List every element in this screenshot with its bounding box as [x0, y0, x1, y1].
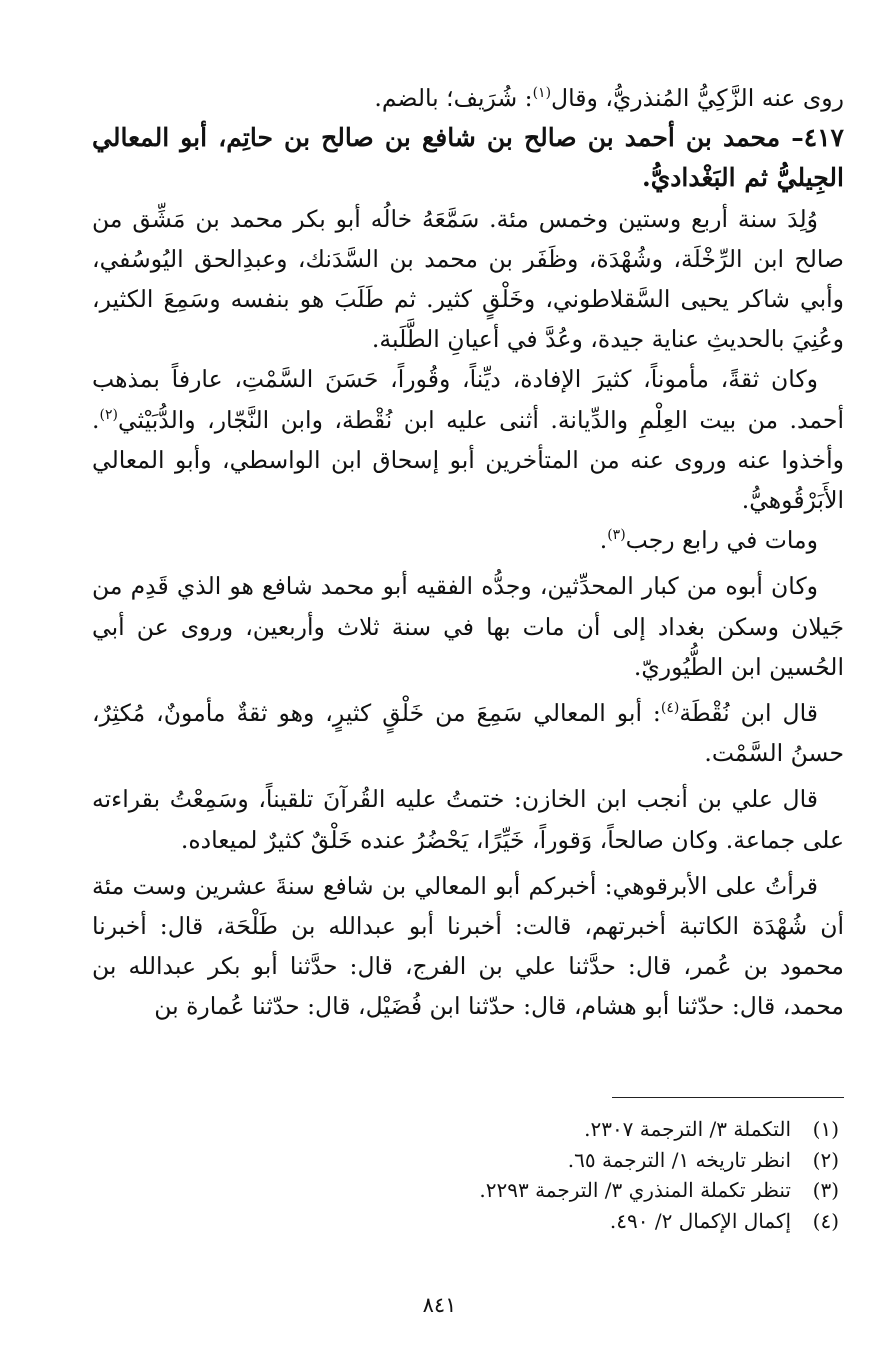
paragraph: [92, 78, 844, 118]
text-run: وكان أبوه من كبار المحدِّثين، وجدُّه الفقيه أبو محمد شافع هو الذي قَدِم من جَيلان وسكن بغداد إلى أن مات بها في سنة ثلاث وأربعين، وروى عن أبي الحُسين ابن الطُّيُوريّ.: [92, 572, 844, 681]
text-run: ٤١٧– محمد بن أحمد بن صالح بن شافع بن صالح بن حاتِم، أبو المعالي الجِيليُّ ثم البَغْداديُّ.: [92, 123, 844, 193]
footnote-text: التكملة ٣/ الترجمة ٢٣٠٧.: [584, 1117, 791, 1141]
text-run: قرأتُ على الأبرقوهي: أخبركم أبو المعالي بن شافع سنةَ عشرين وست مئة أن شُهْدَة الكاتبة أخبرتهم، قالت: أخبرنا أبو عبدالله بن طَلْحَة، قال: أخبرنا محمود بن عُمر، قال: حدَّثنا علي بن الفرج، قال: حدَّثنا أبو بكر عبدالله بن محمد، قال: حدّثنا أبو هشام، قال: حدّثنا ابن فُضَيْل، قال: حدّثنا عُمارة بن: [92, 871, 844, 1021]
text-run: : شُرَيف؛ بالضم.: [374, 84, 533, 112]
text-run: : أبو المعالي سَمِعَ من خَلْقٍ كثيرٍ، وهو ثقةٌ مأمونٌ، مُكثِرٌ، حسنُ السَّمْت.: [92, 699, 844, 768]
footnote-number: (٢): [812, 1147, 839, 1172]
main-text: [92, 78, 844, 1027]
text-run: ومات في رابع رجب: [625, 526, 818, 555]
text-run: وكان ثقةً، مأموناً، كثيرَ الإفادة، ديِّناً، وقُوراً، حَسَنَ السَّمْتِ، عارفاً بمذهب أحمد. من بيت العِلْمِ والدِّيانة. أثنى عليه ابن نُقْطة، وابن النَّجّار، والدُّبَيْثي: [92, 365, 844, 434]
footnote-marker: (٢): [99, 406, 118, 423]
text-run: روى عنه الزَّكِيُّ المُنذريُّ، وقال: [551, 84, 844, 112]
text-run: .: [599, 526, 608, 555]
text-run: قال ابن نُقْطَة: [679, 699, 818, 728]
page-number: ٨٤١: [422, 1293, 457, 1317]
footnote-text: إكمال الإكمال ٢/ ٤٩٠.: [609, 1208, 791, 1233]
paragraph: [92, 199, 844, 360]
footnote: [87, 1206, 839, 1237]
footnote-separator: [612, 1097, 844, 1098]
footnotes: [87, 1114, 839, 1236]
footnote-marker: (٣): [607, 527, 626, 544]
footnote-marker: (٤): [660, 700, 680, 717]
footnote: [87, 1145, 839, 1176]
footnote-number: (٤): [812, 1208, 839, 1233]
paragraph: [92, 866, 844, 1027]
text-run: قال علي بن أنجب ابن الخازن: ختمتُ عليه القُرآنَ تلقيناً، وسَمِعْتُ بقراءته على جماعة. وكان صالحاً، وَقوراً، خَيِّرًا، يَحْضُرُ عنده خَلْقٌ كثيرٌ لميعاده.: [92, 785, 844, 854]
paragraph: [92, 779, 844, 859]
footnote: [87, 1114, 839, 1145]
footnote-text: انظر تاريخه ١/ الترجمة ٦٥.: [567, 1147, 791, 1172]
footnote-text: تنظر تكملة المنذري ٣/ الترجمة ٢٢٩٣.: [479, 1178, 791, 1202]
footnote-number: (١): [812, 1117, 839, 1141]
footnote-marker: (١): [532, 85, 552, 102]
paragraph: [92, 520, 844, 560]
paragraph: [92, 693, 844, 773]
entry-heading: [92, 118, 844, 198]
footnote-number: (٣): [812, 1178, 839, 1202]
text-run: وُلِدَ سنة أربع وستين وخمس مئة. سَمَّعَهُ خالُه أبو بكر محمد بن مَشِّق من صالح ابن الرِّخْلَة، وشُهْدَة، وظَفَر بن محمد بن السَّدَنك، وعبدِالحق اليُوسُفي، وأبي شاكر يحيى السَّقلاطوني، وخَلْقٍ كثير. ثم طَلَبَ هو بنفسه وسَمِعَ الكثير، وعُنِيَ بالحديثِ عناية جيدة، وعُدَّ في أعيانِ الطَّلَبة.: [92, 204, 844, 354]
paragraph: [92, 566, 844, 687]
text-run: . وأخذوا عنه وروى عنه من المتأخرين أبو إسحاق ابن الواسطي، وأبو المعالي الأَبَرْقُوهيُّ.: [92, 405, 844, 515]
footnote: [87, 1175, 839, 1206]
paragraph: [92, 359, 844, 520]
